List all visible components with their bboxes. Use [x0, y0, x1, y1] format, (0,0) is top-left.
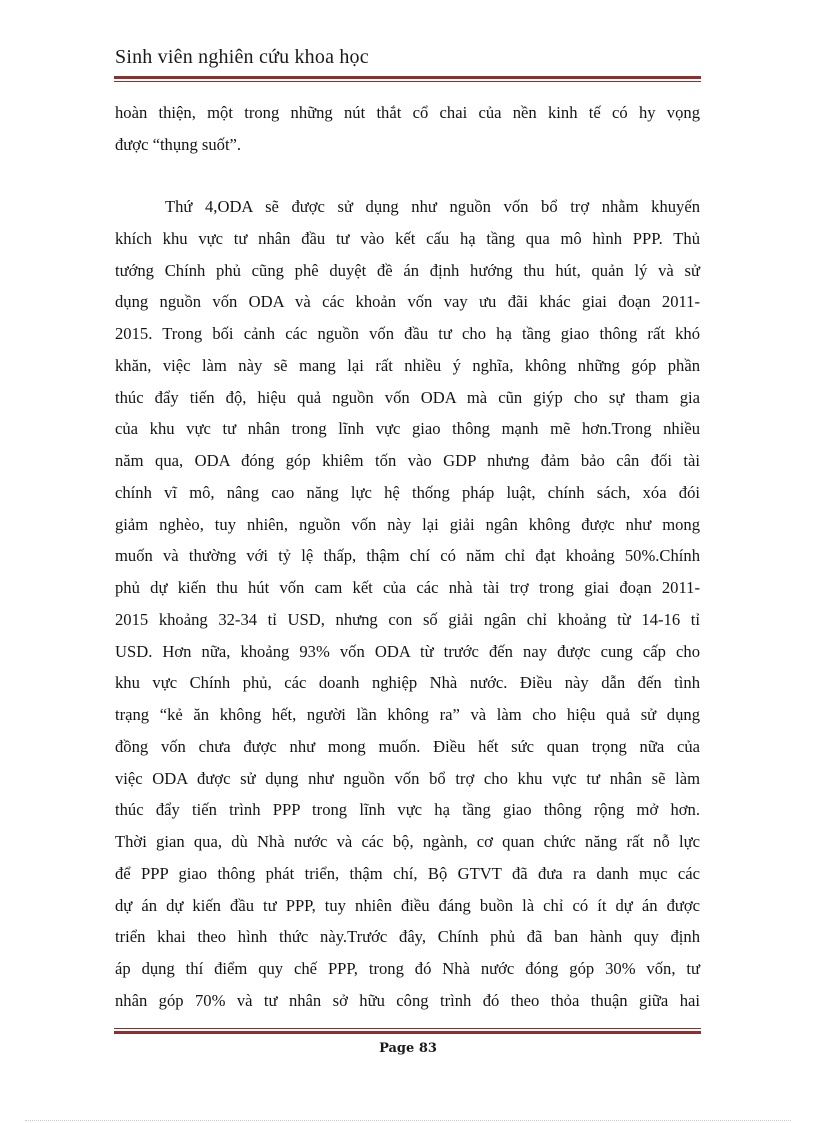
text-line: USD. Hơn nữa, khoảng 93% vốn ODA từ trước đến nay được cung cấp cho [115, 641, 700, 661]
text-line: muốn và thường với tỷ lệ thấp, thậm chí có năm chỉ đạt khoảng 50%.Chính [115, 546, 700, 566]
page-edge-divider [25, 1120, 791, 1121]
text-line: nhân góp 70% và tư nhân sở hữu công trình đó theo thỏa thuận giữa hai [115, 990, 700, 1010]
text-line: Thứ 4,ODA sẽ được sử dụng như nguồn vốn bổ trợ nhằm khuyến [165, 197, 700, 216]
footer-rule-thick [114, 1031, 701, 1034]
text-line: Thời gian qua, dù Nhà nước và các bộ, ngành, cơ quan chức năng rất nỗ lực [115, 832, 700, 851]
paragraph-gap [115, 161, 700, 192]
page-number: Page 83 [379, 1041, 437, 1056]
body-text [115, 97, 700, 1017]
text-line: việc ODA được sử dụng như nguồn vốn bổ trợ cho khu vực tư nhân sẽ làm [115, 768, 700, 788]
text-line: khích khu vực tư nhân đầu tư vào kết cấu hạ tầng qua mô hình PPP. Thủ [115, 228, 700, 248]
text-line: khăn, việc làm này sẽ mang lại rất nhiều ý nghĩa, không những góp phần [115, 355, 700, 375]
text-line: để PPP giao thông phát triển, thậm chí, Bộ GTVT đã đưa ra danh mục các [115, 863, 700, 883]
text-line: khu vực Chính phủ, các doanh nghiệp Nhà nước. Điều này dẫn đến tình [115, 673, 700, 693]
text-line: dụng nguồn vốn ODA và các khoản vốn vay ưu đãi khác giai đoạn 2011- [115, 292, 700, 312]
running-header-title: Sinh viên nghiên cứu khoa học [115, 46, 369, 68]
text-line: dự án dự kiến đầu tư PPP, tuy nhiên điều đáng buồn là chỉ có ít dự án được [115, 895, 700, 915]
header-rule-thin [114, 81, 701, 82]
footer-rule-thin [114, 1028, 701, 1029]
text-line: thúc đẩy tiến trình PPP trong lĩnh vực hạ tầng giao thông rộng mở hơn. [115, 800, 700, 820]
text-line: thúc đẩy tiến độ, hiệu quả nguồn vốn ODA mà cũn giýp cho sự tham gia [115, 387, 700, 407]
text-line: tướng Chính phủ cũng phê duyệt đề án định hướng thu hút, quản lý và sử [115, 260, 700, 280]
text-line: 2015 khoảng 32-34 tỉ USD, nhưng con số giải ngân chỉ khoảng từ 14-16 tỉ [115, 609, 700, 629]
text-line: năm qua, ODA đóng góp khiêm tốn vào GDP nhưng đảm bảo cân đối tài [115, 451, 700, 470]
text-line: phủ dự kiến thu hút vốn cam kết của các nhà tài trợ trong giai đoạn 2011- [115, 578, 700, 597]
text-line: của khu vực tư nhân trong lĩnh vực giao thông mạnh mẽ hơn.Trong nhiều [115, 419, 700, 439]
text-line: đồng vốn chưa được như mong muốn. Điều hết sức quan trọng nữa của [115, 736, 700, 756]
text-line: hoàn thiện, một trong những nút thắt cổ chai của nền kinh tế có hy vọng [115, 103, 700, 122]
text-line: áp dụng thí điểm quy chế PPP, trong đó Nhà nước đóng góp 30% vốn, tư [115, 959, 700, 978]
header-rule-thick [114, 76, 701, 79]
text-line: được “thụng suốt”. [115, 134, 242, 154]
text-line: chính vĩ mô, nâng cao năng lực hệ thống pháp luật, chính sách, xóa đói [115, 482, 700, 502]
text-line: triển khai theo hình thức này.Trước đây, Chính phủ đã ban hành quy định [115, 927, 700, 947]
text-line: giảm nghèo, tuy nhiên, nguồn vốn này lại giải ngân không được như mong [115, 514, 700, 534]
text-line: trạng “kẻ ăn không hết, người lần không ra” và làm cho hiệu quả sử dụng [115, 705, 700, 724]
text-line: 2015. Trong bối cảnh các nguồn vốn đầu tư cho hạ tầng giao thông rất khó [115, 324, 700, 343]
